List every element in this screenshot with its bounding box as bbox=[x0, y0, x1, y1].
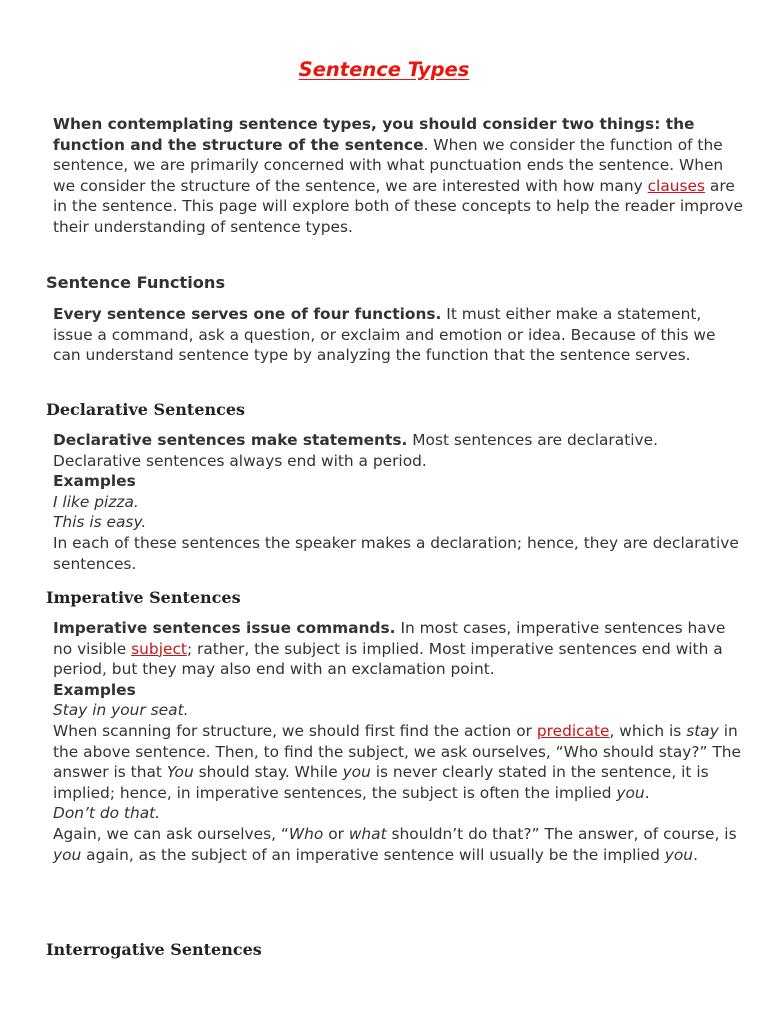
imperative-p2-you-1: you bbox=[53, 845, 82, 864]
declarative-example-2: This is easy. bbox=[53, 513, 147, 532]
imperative-bold-text: Imperative sentences issue commands. bbox=[53, 619, 396, 637]
imperative-p2-who: Who bbox=[288, 824, 324, 843]
functions-text: It must either make a statement, issue a command, ask a question, or exclaim and emotion or idea. Because of this we can understand sentence type by analyzing the function that the sentence serves. bbox=[53, 305, 716, 365]
imperative-paragraph bbox=[53, 618, 743, 865]
imperative-p2-c: shouldn’t do that?” The answer, of course, is bbox=[386, 824, 737, 843]
imperative-p1-d: should stay. While bbox=[193, 763, 343, 782]
imperative-p1-c: in the above sentence. Then, to find the subject, we ask ourselves, “Who should stay?” The answer is that bbox=[53, 721, 742, 782]
imperative-p1-e: is never clearly stated in the sentence, it is implied; hence, in imperative sentences, the subject is often the implied bbox=[53, 763, 709, 802]
predicate-link[interactable]: predicate bbox=[536, 721, 610, 740]
intro-text-1: . When we consider the function of the sentence, we are primarily concerned with what punctuation ends the sentence. When we consider the structure of the sentence, we are interested with how many bbox=[53, 135, 724, 195]
imperative-text-1: In most cases, imperative sentences have no visible bbox=[53, 619, 726, 658]
imperative-p1-you-3: you bbox=[616, 783, 645, 802]
imperative-p1-you-1: You bbox=[166, 763, 194, 782]
imperative-text-2: ; rather, the subject is implied. Most imperative sentences end with a period, but they may also end with an exclamation point. bbox=[53, 639, 723, 679]
clauses-link[interactable]: clauses bbox=[647, 176, 706, 195]
imperative-p2-what: what bbox=[348, 824, 387, 843]
imperative-p2-e: . bbox=[693, 845, 698, 864]
intro-paragraph bbox=[53, 114, 743, 238]
declarative-examples-label: Examples bbox=[53, 472, 136, 491]
imperative-example-1: Stay in your seat. bbox=[53, 701, 189, 720]
heading-imperative: Imperative Sentences bbox=[46, 588, 241, 607]
heading-sentence-functions: Sentence Functions bbox=[46, 273, 226, 292]
functions-paragraph bbox=[53, 304, 743, 366]
imperative-example-2: Don’t do that. bbox=[53, 804, 161, 823]
heading-declarative: Declarative Sentences bbox=[46, 400, 246, 419]
imperative-p2-you-2: you bbox=[664, 845, 694, 864]
imperative-p1-you-2: you bbox=[342, 763, 371, 782]
imperative-examples-label: Examples bbox=[53, 680, 136, 699]
imperative-p1-a: When scanning for structure, we should first find the action or bbox=[53, 721, 537, 740]
imperative-p1-f: . bbox=[644, 783, 650, 802]
declarative-text: Most sentences are declarative. Declarative sentences always end with a period. bbox=[53, 431, 658, 470]
imperative-p1-stay: stay bbox=[686, 721, 719, 740]
declarative-outro: In each of these sentences the speaker makes a declaration; hence, they are declarative sentences. bbox=[53, 533, 739, 573]
subject-link[interactable]: subject bbox=[131, 639, 187, 658]
declarative-example-1: I like pizza. bbox=[53, 492, 139, 511]
imperative-p2-b: or bbox=[323, 824, 349, 843]
page-title: Sentence Types bbox=[298, 58, 470, 81]
intro-text-2: are in the sentence. This page will explore both of these concepts to help the reader improve their understanding of sentence types. bbox=[53, 176, 743, 236]
imperative-p2-d: again, as the subject of an imperative sentence will usually be the implied bbox=[81, 845, 665, 864]
declarative-paragraph bbox=[53, 430, 743, 574]
heading-interrogative: Interrogative Sentences bbox=[46, 940, 262, 959]
functions-bold-text: Every sentence serves one of four functions. bbox=[53, 305, 442, 323]
declarative-bold-text: Declarative sentences make statements. bbox=[53, 431, 408, 449]
intro-bold-text: When contemplating sentence types, you should consider two things: the function and the structure of the sentence bbox=[53, 115, 695, 154]
imperative-p1-b: , which is bbox=[609, 721, 687, 740]
imperative-p2-a: Again, we can ask ourselves, “ bbox=[53, 824, 289, 843]
